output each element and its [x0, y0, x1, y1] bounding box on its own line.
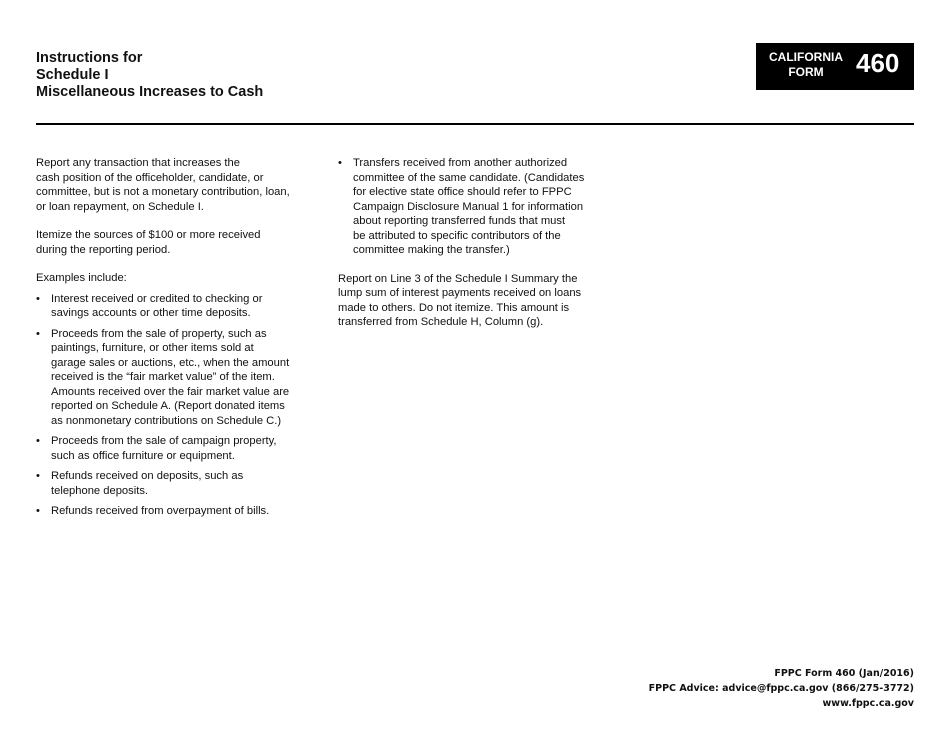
- form-badge-label-line-2: FORM: [788, 65, 824, 79]
- list-item: • Proceeds from the sale of property, such as paintings, furniture, or other items sold at garage sales or auctions, etc., when the amount received is the “fair market value” of the item. Amounts received over the fair market value are reported on Schedule A. (Report donated items as nonmonetary contributions on Schedule C.): [36, 327, 316, 429]
- list-item: • Refunds received on deposits, such as telephone deposits.: [36, 469, 316, 498]
- intro-paragraph: Report any transaction that increases the cash position of the officeholder, candidate, or committee, but is not a monetary contribution, loan, or loan repayment, on Schedule I.: [36, 157, 290, 213]
- itemize-paragraph: Itemize the sources of $100 or more received during the reporting period.: [36, 229, 261, 256]
- title-line-2: Schedule I: [36, 67, 109, 83]
- list-item: • Refunds received from overpayment of bills.: [36, 504, 316, 519]
- instructions-column-right: [338, 156, 610, 330]
- footer-form-id: FPPC Form 460 (Jan/2016): [774, 668, 914, 679]
- form-number: 460: [856, 48, 900, 78]
- form-badge-label-line-1: CALIFORNIA: [769, 50, 843, 64]
- page-title: [36, 50, 263, 101]
- list-item: • Transfers received from another authorized committee of the same candidate. (Candidates for elective state office should refer to FPPC Campaign Disclosure Manual 1 for information about reporting transferred funds that must be attributed to specific contributors of the committee making the transfer.): [338, 156, 610, 258]
- form-number-badge: [756, 43, 914, 90]
- list-item: • Proceeds from the sale of campaign property, such as office furniture or equipment.: [36, 434, 316, 463]
- header-divider: [36, 123, 914, 125]
- transfers-list: [338, 156, 610, 258]
- title-line-3: Miscellaneous Increases to Cash: [36, 84, 264, 100]
- instructions-column-left: [36, 156, 316, 525]
- footer-website: www.fppc.ca.gov: [822, 698, 914, 709]
- footer-advice: FPPC Advice: advice@fppc.ca.gov (866/275-3772): [648, 683, 914, 694]
- page-footer: [649, 666, 914, 711]
- list-item: • Interest received or credited to checking or savings accounts or other time deposits.: [36, 292, 316, 321]
- title-line-1: Instructions for: [36, 50, 143, 66]
- examples-list: [36, 292, 316, 519]
- summary-paragraph: Report on Line 3 of the Schedule I Summary the lump sum of interest payments received on loans made to others. Do not itemize. This amount is transferred from Schedule H, Column (g).: [338, 272, 582, 328]
- examples-heading: Examples include:: [36, 272, 127, 284]
- form-badge-label: [766, 50, 846, 80]
